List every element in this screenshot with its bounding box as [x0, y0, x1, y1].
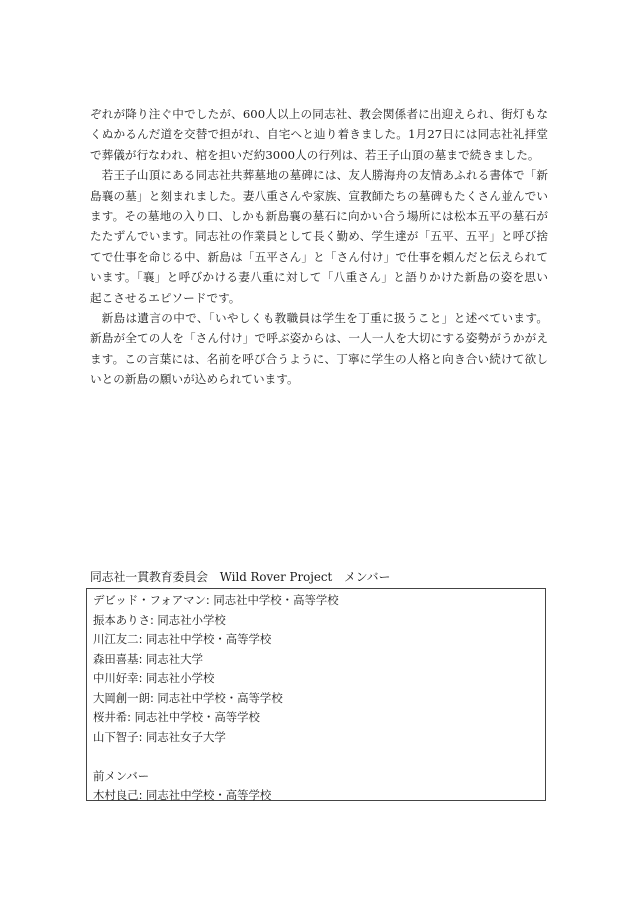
- member-entry: 振本ありさ: 同志社小学校: [93, 612, 226, 627]
- members-heading: 同志社一貫教育委員会 Wild Rover Project メンバー: [90, 570, 391, 584]
- member-entry: 山下智子: 同志社女子大学: [93, 729, 226, 744]
- member-entry: 森田喜基: 同志社大学: [93, 651, 203, 666]
- former-members-heading: 前メンバー: [93, 768, 150, 783]
- former-member-entry: 木村良己: 同志社中学校・高等学校: [93, 788, 272, 802]
- members-box: [86, 588, 546, 801]
- member-entry: デビッド・フォアマン: 同志社中学校・高等学校: [93, 593, 339, 607]
- member-entry: 川江友二: 同志社中学校・高等学校: [93, 632, 272, 646]
- paragraph-3: 新島は遺言の中で、「いやしくも教職員は学生を丁重に扱うこと」と述べています。新島が全ての人を「さん付け」で呼ぶ姿からは、一人一人を大切にする姿勢がうかがえます。この言葉には、名前を呼び合うように、丁寧に学生の人格と向き合い続けて欲しいとの新島の願いが込められています。: [90, 311, 548, 387]
- paragraph-1: ぞれが降り注ぐ中でしたが、600人以上の同志社、教会関係者に出迎えられ、街灯もなくぬかるんだ道を交替で担がれ、自宅へと辿り着きました。1月27日には同志社礼拝堂で葬儀が行なわれ、棺を担いだ約3000人の行列は、若王子山頂の墓まで続きました。: [90, 107, 548, 162]
- member-entry: 大岡創一朗: 同志社中学校・高等学校: [93, 690, 283, 705]
- body-text: [90, 104, 548, 390]
- member-entry: 中川好幸: 同志社小学校: [93, 671, 215, 685]
- spacer: [93, 747, 545, 767]
- paragraph-2: 若王子山頂にある同志社共葬墓地の墓碑には、友人勝海舟の友情あふれる書体で「新島襄の墓」と刻まれました。妻八重さんや家族、宣教師たちの墓碑もたくさん並んでいます。その墓地の入り口、しかも新島襄の墓石に向かい合う場所には松本五平の墓石がたたずんでいます。同志社の作業員として長く勤め、学生達が「五平、五平」と呼び捨てで仕事を命じる中、新島は「五平さん」と「さん付け」で仕事を頼んだと伝えられています。「襄」と呼びかける妻八重に対して「八重さん」と語りかけた新島の姿を思い起こさせるエピソードです。: [90, 168, 548, 305]
- member-entry: 桜井希: 同志社中学校・高等学校: [93, 710, 260, 724]
